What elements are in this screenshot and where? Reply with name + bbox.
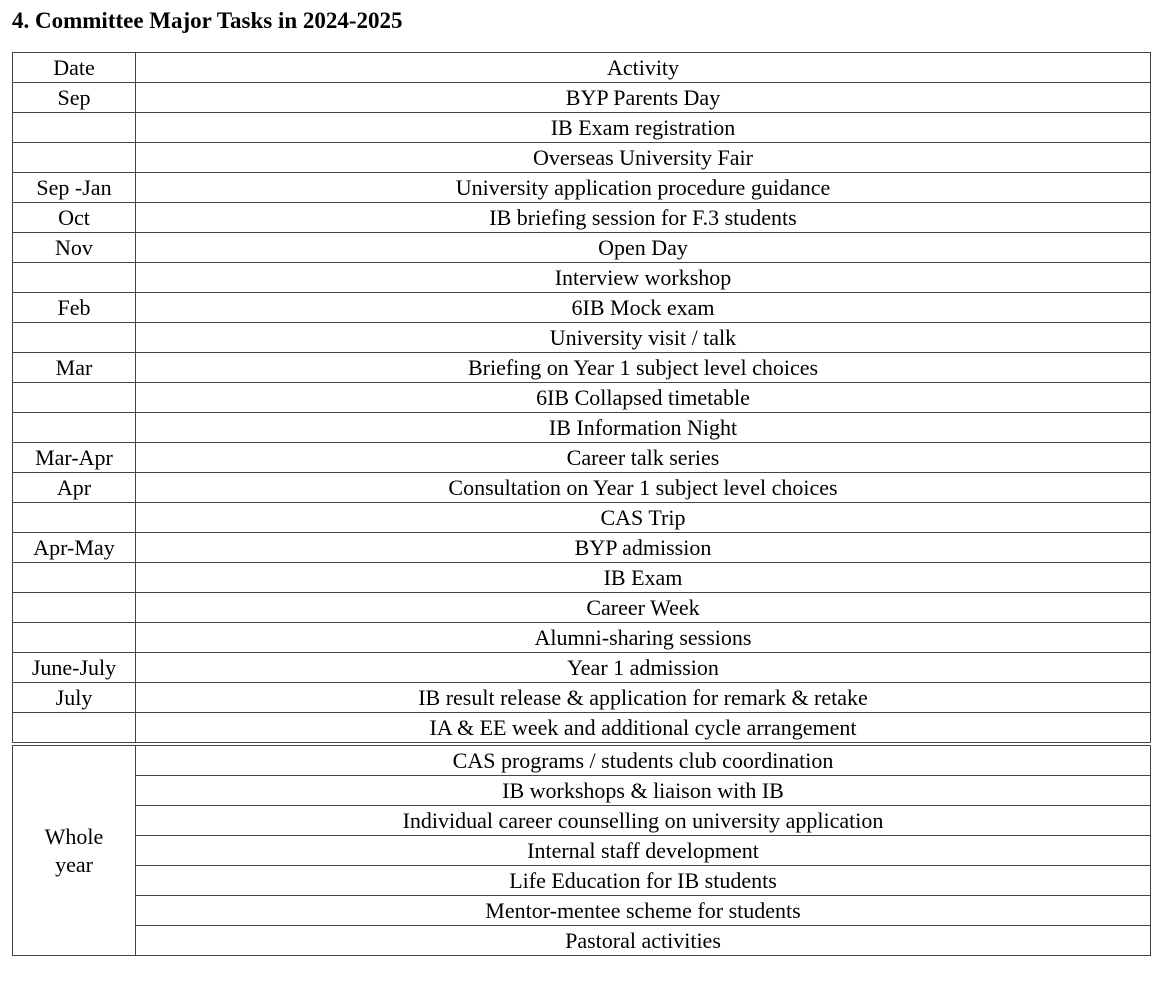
table-row	[13, 533, 1151, 563]
date-cell: Feb	[13, 293, 136, 323]
activity-cell: Interview workshop	[136, 263, 1151, 293]
activity-cell: IB result release & application for remark & retake	[136, 683, 1151, 713]
table-row	[13, 836, 1151, 866]
table-row	[13, 233, 1151, 263]
activity-cell: CAS programs / students club coordination	[136, 744, 1151, 776]
table-row	[13, 683, 1151, 713]
activity-cell: Internal staff development	[136, 836, 1151, 866]
table-row	[13, 413, 1151, 443]
activity-cell: Career Week	[136, 593, 1151, 623]
date-cell	[13, 323, 136, 353]
activity-cell: Consultation on Year 1 subject level choices	[136, 473, 1151, 503]
table-row	[13, 173, 1151, 203]
table-row	[13, 503, 1151, 533]
table-row	[13, 113, 1151, 143]
date-cell: Mar-Apr	[13, 443, 136, 473]
activity-cell: Pastoral activities	[136, 926, 1151, 956]
table-row	[13, 383, 1151, 413]
table-row	[13, 866, 1151, 896]
table-row	[13, 263, 1151, 293]
activity-cell: IB Exam	[136, 563, 1151, 593]
activity-cell: Life Education for IB students	[136, 866, 1151, 896]
table-row	[13, 83, 1151, 113]
date-cell: Nov	[13, 233, 136, 263]
activity-cell: Overseas University Fair	[136, 143, 1151, 173]
table-row	[13, 896, 1151, 926]
date-cell	[13, 503, 136, 533]
activity-cell: University visit / talk	[136, 323, 1151, 353]
activity-cell: IB Exam registration	[136, 113, 1151, 143]
table-row	[13, 353, 1151, 383]
activity-cell: IB workshops & liaison with IB	[136, 776, 1151, 806]
date-cell: June-July	[13, 653, 136, 683]
date-cell	[13, 113, 136, 143]
date-cell: July	[13, 683, 136, 713]
table-row	[13, 473, 1151, 503]
activity-cell: CAS Trip	[136, 503, 1151, 533]
date-cell	[13, 563, 136, 593]
whole-year-label-line2: year	[55, 851, 93, 877]
activity-cell: Individual career counselling on university application	[136, 806, 1151, 836]
date-cell	[13, 263, 136, 293]
date-cell: Sep	[13, 83, 136, 113]
activity-cell: IB briefing session for F.3 students	[136, 203, 1151, 233]
date-cell: Apr-May	[13, 533, 136, 563]
date-column-header: Date	[13, 53, 136, 83]
activity-cell: BYP Parents Day	[136, 83, 1151, 113]
date-cell	[13, 143, 136, 173]
date-cell	[13, 413, 136, 443]
table-row	[13, 776, 1151, 806]
table-row	[13, 713, 1151, 745]
date-cell	[13, 593, 136, 623]
date-cell: Oct	[13, 203, 136, 233]
date-cell	[13, 623, 136, 653]
whole-year-label-line1: Whole	[44, 823, 104, 849]
table-row	[13, 593, 1151, 623]
date-cell: Mar	[13, 353, 136, 383]
table-row	[13, 926, 1151, 956]
date-cell	[13, 713, 136, 745]
table-row	[13, 653, 1151, 683]
document-heading: 4. Committee Major Tasks in 2024-2025	[12, 8, 403, 33]
committee-tasks-table	[12, 52, 1151, 956]
activity-cell: 6IB Collapsed timetable	[136, 383, 1151, 413]
table-row	[13, 143, 1151, 173]
table-row	[13, 563, 1151, 593]
table-row	[13, 744, 1151, 776]
date-cell: Apr	[13, 473, 136, 503]
activity-cell: Mentor-mentee scheme for students	[136, 896, 1151, 926]
activity-cell: Briefing on Year 1 subject level choices	[136, 353, 1151, 383]
table-row	[13, 623, 1151, 653]
date-cell: Sep -Jan	[13, 173, 136, 203]
activity-cell: IA & EE week and additional cycle arrangement	[136, 713, 1151, 745]
table-header-row	[13, 53, 1151, 83]
table-row	[13, 806, 1151, 836]
activity-cell: Open Day	[136, 233, 1151, 263]
date-cell	[13, 383, 136, 413]
activity-cell: IB Information Night	[136, 413, 1151, 443]
activity-cell: 6IB Mock exam	[136, 293, 1151, 323]
table-row	[13, 293, 1151, 323]
activity-cell: Career talk series	[136, 443, 1151, 473]
table-row	[13, 203, 1151, 233]
activity-cell: University application procedure guidance	[136, 173, 1151, 203]
table-row	[13, 443, 1151, 473]
table-row	[13, 323, 1151, 353]
activity-cell: Alumni-sharing sessions	[136, 623, 1151, 653]
whole-year-date-cell	[13, 744, 136, 956]
activity-column-header: Activity	[136, 53, 1151, 83]
activity-cell: Year 1 admission	[136, 653, 1151, 683]
activity-cell: BYP admission	[136, 533, 1151, 563]
